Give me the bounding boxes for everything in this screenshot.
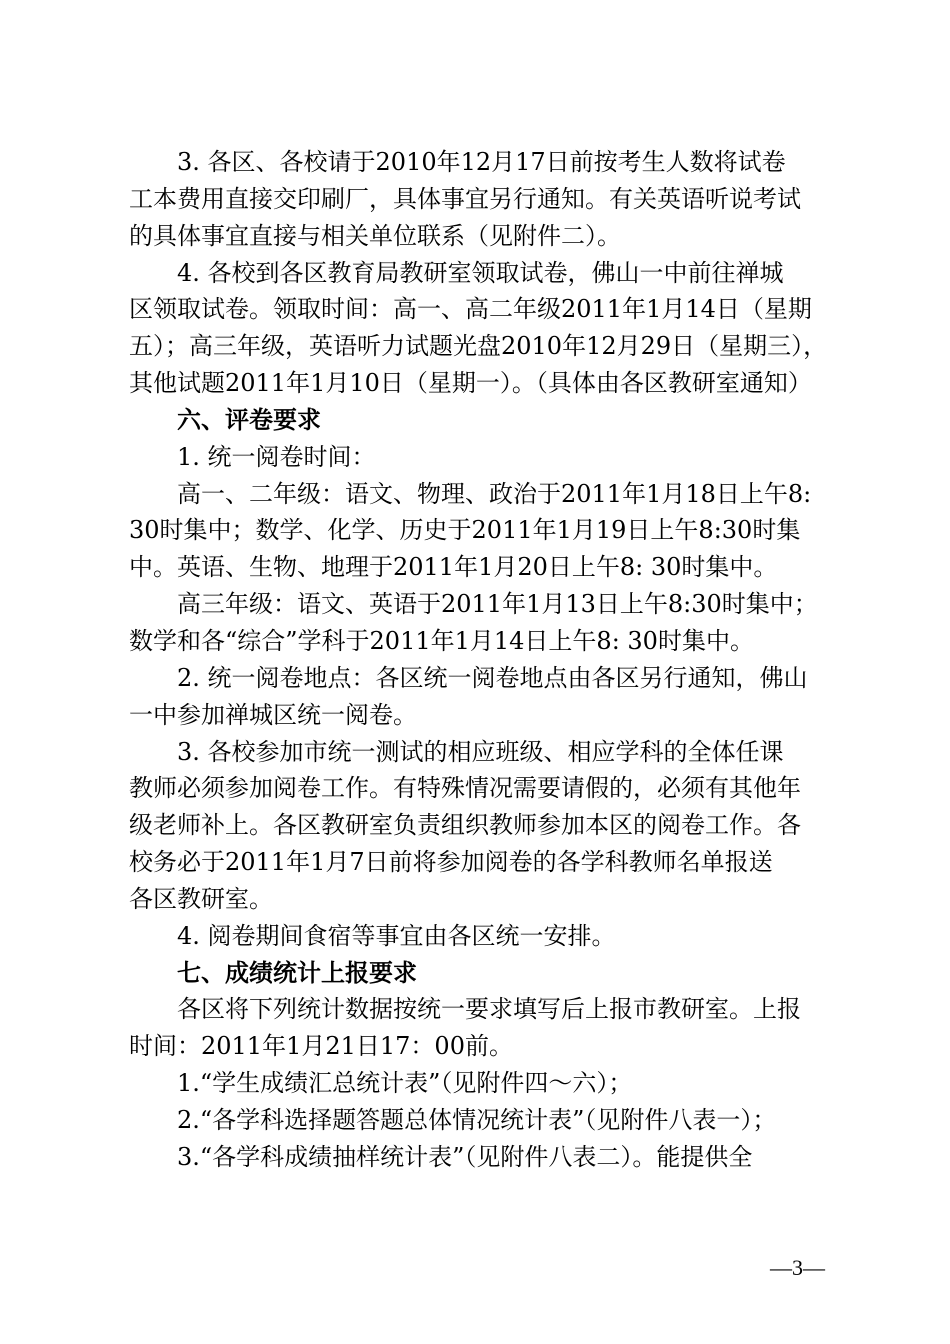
- text-line: 工本费用直接交印刷厂，具体事宜另行通知。有关英语听说考试: [129, 184, 801, 213]
- text-line: 级老师补上。各区教研室负责组织教师参加本区的阅卷工作。各: [129, 811, 801, 840]
- text-line: 3. 各区、各校请于2010年12月17日前按考生人数将试卷: [177, 148, 786, 176]
- text-line: 时间：2011年1月21日17：00前。: [129, 1032, 513, 1061]
- text-line: 高一、二年级：语文、物理、政治于2011年1月18日上午8:: [177, 479, 812, 508]
- text-line: 2. 统一阅卷地点：各区统一阅卷地点由各区另行通知，佛山: [177, 663, 808, 692]
- text-line: 3.“各学科成绩抽样统计表”（见附件八表二）。能提供全: [177, 1142, 753, 1171]
- document-body: [129, 144, 849, 1176]
- text-line: 4. 阅卷期间食宿等事宜由各区统一安排。: [177, 921, 616, 950]
- text-line: 校务必于2011年1月7日前将参加阅卷的各学科教师名单报送: [129, 848, 773, 877]
- text-line: 教师必须参加阅卷工作。有特殊情况需要请假的，必须有其他年: [129, 774, 801, 803]
- text-line: 高三年级：语文、英语于2011年1月13日上午8:30时集中；: [177, 590, 818, 619]
- text-line: 2.“各学科选择题答题总体情况统计表”（见附件八表一）；: [177, 1105, 777, 1134]
- text-line: 各区教研室。: [129, 884, 273, 913]
- text-line: 4. 各校到各区教育局教研室领取试卷，佛山一中前往禅城: [177, 258, 784, 287]
- section-heading: 六、评卷要求: [177, 404, 321, 434]
- text-line: 其他试题2011年1月10日（星期一）。（具体由各区教研室通知）: [129, 369, 812, 398]
- text-line: 中。英语、生物、地理于2011年1月20日上午8: 30时集中。: [129, 553, 778, 582]
- text-line: 数学和各“综合”学科于2011年1月14日上午8: 30时集中。: [129, 626, 754, 655]
- text-line: 30时集中；数学、化学、历史于2011年1月19日上午8:30时集: [129, 516, 801, 545]
- text-line: 各区将下列统计数据按统一要求填写后上报市教研室。上报: [177, 995, 801, 1024]
- text-line: 3. 各校参加市统一测试的相应班级、相应学科的全体任课: [177, 737, 784, 766]
- text-line: 1. 统一阅卷时间：: [177, 442, 376, 471]
- page-number: —3—: [770, 1255, 825, 1280]
- text-line: 五）；高三年级，英语听力试题光盘2010年12月29日（星期三），: [129, 332, 828, 361]
- text-line: 1.“学生成绩汇总统计表”（见附件四～六）；: [177, 1069, 633, 1098]
- text-line: 的具体事宜直接与相关单位联系（见附件二）。: [129, 221, 621, 250]
- text-line: 一中参加禅城区统一阅卷。: [129, 700, 417, 729]
- section-heading: 七、成绩统计上报要求: [177, 957, 417, 987]
- text-line: 区领取试卷。领取时间：高一、高二年级2011年1月14日（星期: [129, 295, 812, 324]
